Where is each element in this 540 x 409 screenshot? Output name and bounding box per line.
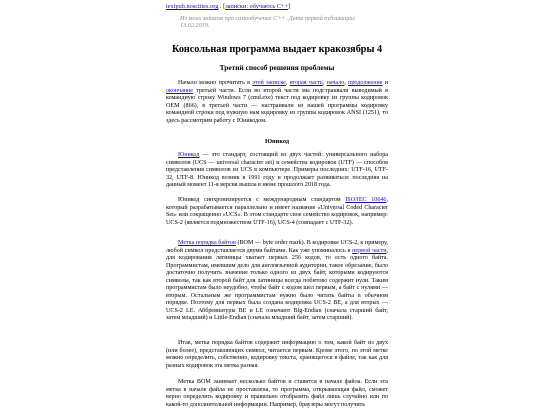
intro-link-second-part[interactable]: вторая часть <box>289 80 323 86</box>
intro-link-ending[interactable]: окончание <box>166 87 194 94</box>
bom-paragraph-1: Метка порядка байтов (BOM — byte order mark). В кодировке UCS-2, к примеру, любой символ представляется двумя байтами. Как уже упоминалось в первой части, для кодирования латиницы хватает первых 256 кодов, то есть одного байта. Программистам, имевшим дело для англоязычной аудитории, такое обрезание, было достаточно получить значение только одного из двух байт, которыми кодируются символы, так как второй байт для латиницы всегда побитово содержит нули. Таким программистам было неудобно, чтобы байт с кодом шел первым, а байт с нулями — вторым. Остальным же программистам нужно было читать байты в обычном порядке. Поэтому для первых была создана кодировка UCS-2 BE, а для вторых — UCS-2 LE. Аббревиатуры BE и LE означают Big-Endian (сначала старший байт, затем младший) и Little-Endian (сначала младший байт, затем старший). <box>166 240 389 322</box>
category-link[interactable]: записки: обучаюсь C++ <box>225 3 289 10</box>
article-subtitle: Третий способ решения проблемы <box>219 63 335 72</box>
intro-link-continuation[interactable]: продолжение <box>348 80 383 86</box>
publication-meta: Из моих записок про самообучение C++. Дата первой публикации: 13.02.2019. <box>180 15 356 30</box>
nav-separator: . [ <box>218 3 226 10</box>
intro-link-beginning[interactable]: начало <box>326 80 345 86</box>
first-part-link[interactable]: первой части <box>352 247 387 254</box>
unicode-paragraph-1: Юникод — это стандарт, состоящий из двух частей: универсального набора символов (UCS — universal character set) и семейства кодировок (UTF) — способов представления символов из UCS в компьютере. Примеры последних: UTF-16, UTF-32, UTF-8. Юникод возник в 1991 году и продолжает развиваться: последняя на данный момент 11-я версия вышла в июне прошлого 2018 года. <box>166 152 388 189</box>
iso-standard-link[interactable]: ISO/IEC 10646 <box>345 197 387 203</box>
bom-paragraph-3: Метка BOM занимает несколько байтов и ставится в начале файла. Если эта метка в начале файла не проставлена, то программа, открывающая файл, сможет верно определить кодировку и правильно отобразить файл лишь случайно или по какой-то дополнительной информации. Например, браузеры могут получить <box>166 379 388 408</box>
site-link[interactable]: textpub.noscities.org <box>166 3 219 10</box>
intro-paragraph: Начало можно прочитать в этой записке, вторая часть, начало, продолжение и окончание третьей части. Если во второй части мы подстраивали выводимый в командную строку Windows 7 (cmd.exe) текст под кодировку из группы кодировок OEM (866), в третьей части — настраивали из нашей программы кодировку командной строки под нужную нам кодировку из группы кодировок ANSI (1251), то здесь рассмотрим работу с Юникодом. <box>166 80 389 124</box>
intro-link-this-note[interactable]: этой записке <box>252 80 286 86</box>
unicode-link[interactable]: Юникод <box>178 152 200 158</box>
unicode-paragraph-2: Юникод синхронизируется с международным стандартом ISO/IEC 10646, который разрабатывается параллельно и имеет название «Universal Coded Character Set» или сокращенно «UCS». В этом стандарте свое семейство кодировок, например: UCS-2 (является подмножеством UTF-16), UCS-4 (совпадает с UTF-32). <box>166 197 388 226</box>
nav-close-bracket: ] <box>288 3 291 10</box>
bom-paragraph-2: Итак, метка порядка байтов содержит информацию о том, какой байт из двух (или более), представляющих символ, читается первым. Кроме этого, по этой метке можно определить, собственно, кодировку текста, хранящегося в файле, так как для разных кодировок эта метка разная. <box>166 340 388 369</box>
top-nav <box>166 3 388 11</box>
page-title: Консольная программа выдает кракозябры 4 <box>171 44 383 55</box>
bom-link[interactable]: Метка порядка байтов <box>178 240 236 246</box>
section-heading-unicode: Юникод <box>264 138 290 145</box>
